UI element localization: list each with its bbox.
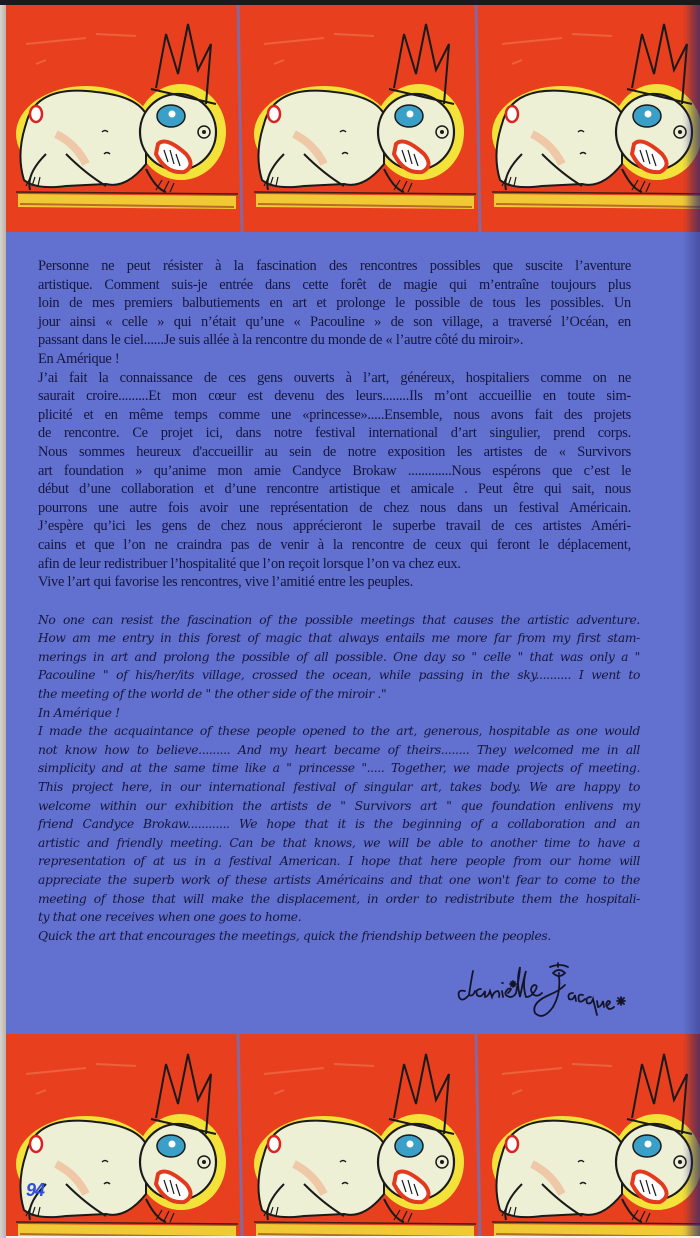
text-line: afin de leur redistribuer l’hospitalité que l’on reçoit lorsque l’on va chez eux. <box>38 555 461 572</box>
text-line: merings in art and prolong the possible of all possible. One day so " celle " that was only a " <box>38 649 640 664</box>
text-line: jour ainsi « celle » qui n’était qu’une « Pacouline » de son village, a traversé l’Océan, en <box>38 313 631 330</box>
text-line: pourrons une autre fois avoir une représentation de chez nous dans un festival Américain. <box>38 499 631 516</box>
text-line: Nous sommes heureux d'accueillir au sein de notre exposition les artistes de « Survivors <box>38 443 631 460</box>
page-number: 94 <box>26 1180 45 1200</box>
text-line: representation of at us in a festival American. I hope that here people from our home will <box>38 854 640 869</box>
artwork-banner-top <box>6 4 700 232</box>
text-line: the meeting of the world de " the other side of the miroir ." <box>38 687 387 702</box>
text-line: artistic and friendly meeting. Can be that knows, we will be able to another time to have a <box>38 835 640 850</box>
text-line: artistique. Comment suis-je entrée dans cette forêt de magie qui m’entraîne toujours plus <box>38 276 631 293</box>
text-line: meeting of those that will make the displacement, in order to redistribute them the hospitali- <box>38 891 640 906</box>
text-line: not know how to believe......... And my heart became of theirs........ They welcomed me in all <box>38 742 640 757</box>
text-line: welcome within our exhibition the artists de " Survivors art " que foundation enlivens my <box>38 798 640 813</box>
text-line: début d’une collaboration et d’une rencontre artistique et amicale . Peut être qui sait, nous <box>38 481 631 498</box>
artwork-banner-bottom <box>6 1034 700 1236</box>
text-line: J’ai fait la connaissance de ces gens ouverts à l’art, généreux, hospitaliers comme on ne <box>38 369 631 386</box>
text-line: loin de mes premiers balbutiements en art et prolonge le possible de tous les possibles. Un <box>38 295 631 312</box>
text-line: In Amérique ! <box>38 705 120 720</box>
text-line: Quick the art that encourages the meetings, quick the friendship between the peoples. <box>38 928 551 943</box>
text-line: En Amérique ! <box>38 350 120 367</box>
crowned-figure-artwork <box>482 1034 700 1236</box>
article-body <box>38 257 640 945</box>
text-line: simplicity and at the same time like a " princesse "..... Together, we made projects of meeting. <box>38 761 640 776</box>
text-line: ty that one receives when one goes to home. <box>38 910 302 925</box>
text-line: No one can resist the fascination of the possible meetings that causes the artistic adventure. <box>38 612 640 627</box>
text-line: plicité et en même temps comme une «princesse».....Ensemble, nous avons fait des projets <box>38 406 631 423</box>
text-line: I made the acquaintance of these people opened to the art, generous, hospitable as one would <box>38 724 640 739</box>
page-top-edge <box>0 0 700 5</box>
text-line: How am me entry in this forest of magic that always entails me more far from my first stam- <box>38 631 640 646</box>
signature <box>455 953 665 1023</box>
english-translation <box>38 611 640 946</box>
crowned-figure-artwork <box>482 4 700 232</box>
text-line: appreciate the superb work of these artists Américains and that one won't fear to come to the <box>38 873 640 887</box>
text-line: friend Candyce Brokaw............ We hope that it is the beginning of a collaboration and an <box>38 817 640 832</box>
crowned-figure-artwork <box>6 1034 244 1236</box>
crowned-figure-artwork <box>244 1034 482 1236</box>
text-line: This project here, in our international festival of singular art, takes body. We are happy to <box>38 780 640 795</box>
text-line: J’espère qu’ici les gens de chez nous apprécieront le superbe travail de ces artistes Améri- <box>38 518 631 535</box>
french-text <box>38 257 631 592</box>
text-line: Vive l’art qui favorise les rencontres, vive l’amitié entre les peuples. <box>38 574 413 591</box>
text-line: Personne ne peut résister à la fascination des rencontres possibles que suscite l’aventure <box>38 258 631 274</box>
text-line: cains et que l’on ne craindra pas de venir à la rencontre de ceux qui feront le déplacement, <box>38 536 631 553</box>
text-line: saurait croire.........Et mon cœur est devenu des leurs........Ils m’ont accueillie en toute sim- <box>38 388 631 405</box>
text-line: art foundation » qu’anime mon amie Candyce Brokaw .............Nous espérons que c’est le <box>38 462 631 479</box>
text-line: Pacouline " of his/her/its village, crossed the ocean, while passing in the sky.......... I went to <box>38 668 640 683</box>
crowned-figure-artwork <box>244 4 482 232</box>
crowned-figure-artwork <box>6 4 244 232</box>
text-line: passant dans le ciel......Je suis allée à la rencontre du monde de « l’autre côté du miroir». <box>38 332 524 349</box>
text-line: de rencontre. Ce projet ici, dans notre festival international d’art singulier, prend corps. <box>38 425 631 442</box>
